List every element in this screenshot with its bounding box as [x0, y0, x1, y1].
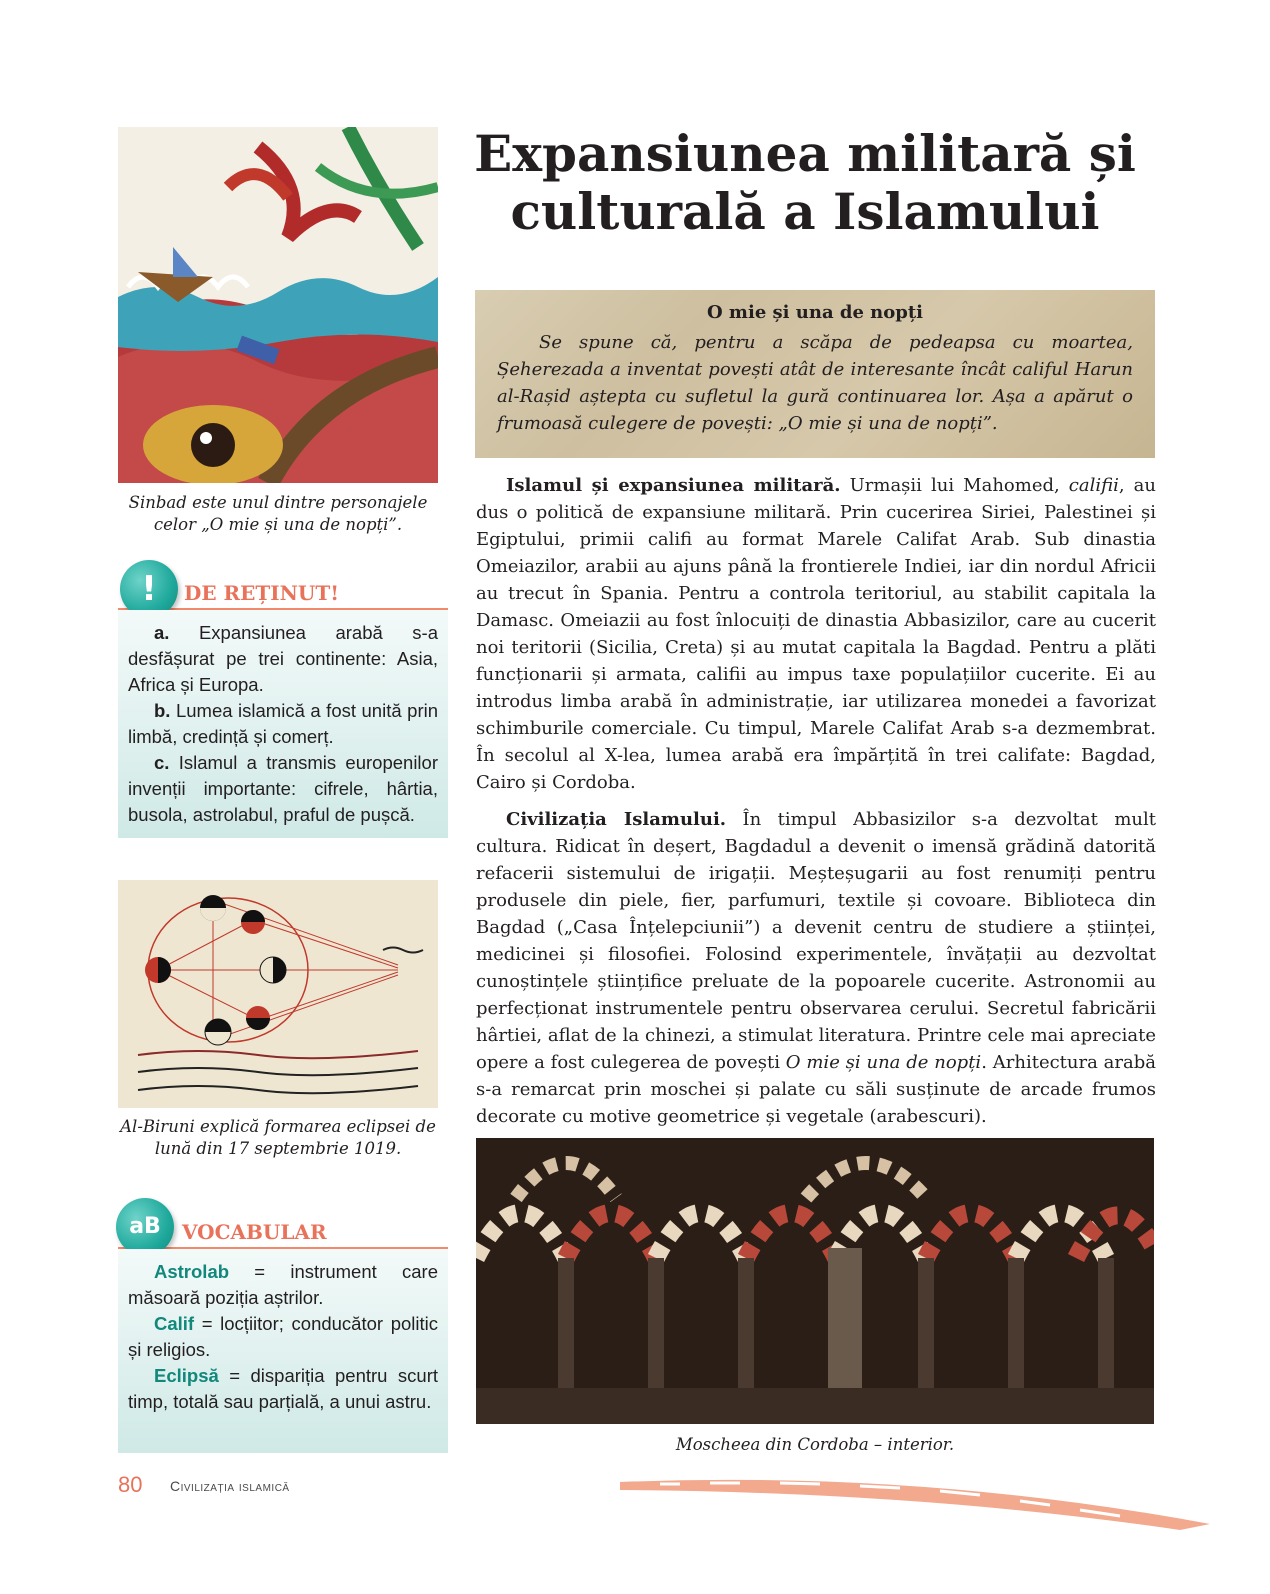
body-section-2 — [476, 806, 1156, 1130]
section-heading: Islamul și expansiunea militară. — [506, 475, 841, 496]
paragraph-civilization: Civilizația Islamului. În timpul Abbasizilor s-a dezvoltat mult cultura. Ridicat în deșert, Bagdadul a devenit o imensă grădină datorită refacerii sistemului de irigații. Meșteșugarii au fost renumiți pentru produsele din piele, fier, parfumuri, textile și covoare. Biblioteca din Bagdad („Casa Înțelepciunii”) a devenit centru de studiere a științei, medicinei și filosofiei. Folosind experimentele, învățații au dezvoltat cunoștințele științifice preluate de la popoarele cucerite. Astronomii au perfecționat instrumentele pentru observarea cerului. Secretul fabricării hârtiei, aflat de la chinezi, a stimulat literatura. Printre cele mai apreciate opere a fost culegerea de povești O mie și una de nopți. Arhitectura arabă s-a remarcat prin moschei și palate cu săli susținute de arcade frumos decorate cu motive geometrice și vegetale (arabescuri). — [476, 809, 1156, 1127]
page-title: Expansiunea militară și culturală a Islamului — [474, 124, 1136, 241]
retinut-list — [128, 620, 438, 828]
vocabular-box — [118, 1249, 448, 1453]
vocabular-item: Eclipsă = dispariția pentru scurt timp, totală sau parțială, a unui astru. — [128, 1365, 438, 1412]
vocabular-item: Calif = locțiitor; conducător politic și religios. — [128, 1313, 438, 1360]
mosque-photo — [476, 1138, 1154, 1424]
exclamation-icon: ! — [120, 560, 178, 618]
retinut-item: a. Expansiunea arabă s-a desfășurat pe trei continente: Asia, Africa și Europa. — [128, 622, 438, 695]
legend-title: O mie și una de nopți — [706, 302, 924, 323]
retinut-heading: DE REȚINUT! — [184, 581, 340, 605]
vocabular-list — [128, 1259, 438, 1415]
vocabulary-icon: aB — [116, 1198, 174, 1256]
body-section-1 — [476, 472, 1156, 796]
mosque-caption: Moscheea din Cordoba – interior. — [675, 1435, 955, 1454]
work-title: O mie și una de nopți — [785, 1052, 982, 1073]
sinbad-caption: Sinbad este unul dintre personajele celor „O mie și una de nopți”. — [128, 493, 428, 534]
section-heading: Civilizația Islamului. — [506, 809, 727, 830]
legend-box — [475, 290, 1155, 458]
retinut-item: b. Lumea islamică a fost unită prin limbă, credință și comerț. — [128, 700, 438, 747]
retinut-item: c. Islamul a transmis europenilor invenții importante: cifrele, hârtia, busola, astrolabul, praful de pușcă. — [128, 752, 438, 825]
vocabular-heading: VOCABULAR — [182, 1220, 327, 1244]
chapter-title: Civilizația islamică — [170, 1478, 290, 1494]
term-califii: califii — [1068, 475, 1119, 496]
biruni-manuscript — [118, 880, 438, 1108]
page-number: 80 — [118, 1472, 143, 1497]
sinbad-illustration — [118, 127, 438, 483]
vocabular-item: Astrolab = instrument care măsoară poziția aștrilor. — [128, 1261, 438, 1308]
footer-ornament — [620, 1474, 1220, 1540]
biruni-caption: Al-Biruni explică formarea eclipsei de lună din 17 septembrie 1019. — [120, 1117, 436, 1158]
legend-text: Se spune că, pentru a scăpa de pedeapsa cu moartea, Șeherezada a inventat povești atât de interesante încât califul Harun al-Rașid aștepta cu sufletul la gură continuarea lor. Așa a apărut o frumoasă culegere de povești: „O mie și una de nopți”. — [497, 332, 1133, 434]
paragraph-expansion: Islamul și expansiunea militară. Urmașii lui Mahomed, califii, au dus o politică de expansiune militară. Prin cucerirea Siriei, Palestinei și Egiptului, primii califi au format Marele Califat Arab. Sub dinastia Omeiazilor, arabii au ajuns până la frontierele Indiei, iar din nordul Africii au trecut în Spania. Pentru a controla teritoriul, au stabilit capitala la Damasc. Omeiazii au fost înlocuiți de dinastia Abbasizilor, care au cucerit noi teritorii (Sicilia, Creta) și au mutat capitala la Bagdad. Pentru a plăti funcționarii și armata, califii au impus taxe populațiilor cucerite. Ei au introdus limba arabă în administrație, iar utilizarea monedei a favorizat schimburile comerciale. Cu timpul, Marele Califat Arab s-a dezmembrat. În secolul al X-lea, lumea arabă era împărțită în trei califate: Bagdad, Cairo și Cordoba. — [476, 475, 1156, 793]
retinut-box — [118, 610, 448, 838]
